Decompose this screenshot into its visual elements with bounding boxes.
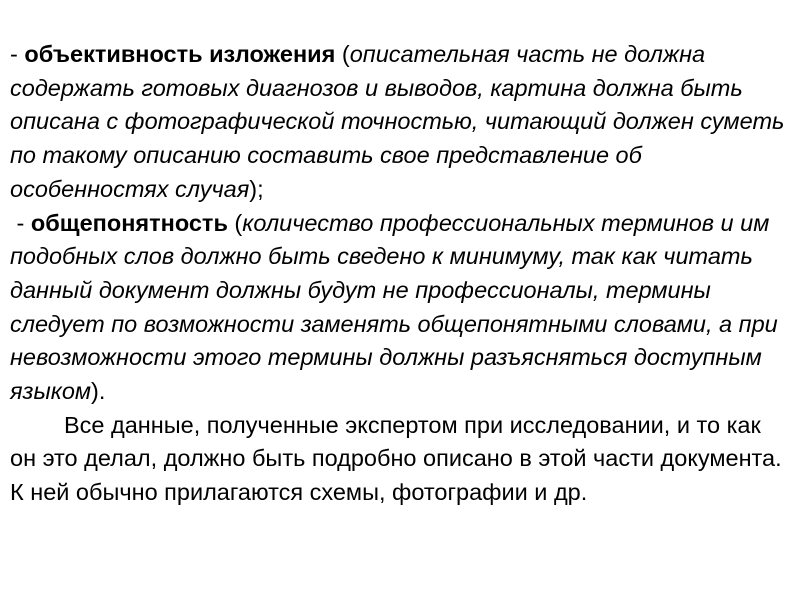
item-term: общепонятность [30,209,228,236]
closing-paragraph: Все данные, полученные экспертом при исследовании, и то как он это делал, должно быть подробно описано в этой части документа. К ней обычно прилагаются схемы, фотографии и др. [10,411,782,506]
item-clarity [10,207,790,409]
item-term: объективность изложения [24,41,336,67]
item-description: описательная часть не должна содержать готовых диагнозов и выводов, картина должна быть описана с фотографической точностью, читающий должен суметь по такому описанию составить свое представление об особенностях случая [10,41,785,202]
open-paren: ( [335,41,350,67]
item-dash: - [10,209,31,236]
open-paren: ( [227,209,243,236]
item-dash: - [10,41,25,67]
item-description: количество профессиональных терминов и им подобных слов должно быть сведено к минимуму, так как читать данный документ должны будут не профессионалы, термины следует по возможности заменять общепонятными словами, а при невозможности этого термины должны разъясняться доступным языком [10,209,778,405]
close-paren: ). [91,378,106,405]
item-objectivity [10,38,790,207]
close-paren: ); [249,175,264,202]
slide-body [10,38,790,510]
